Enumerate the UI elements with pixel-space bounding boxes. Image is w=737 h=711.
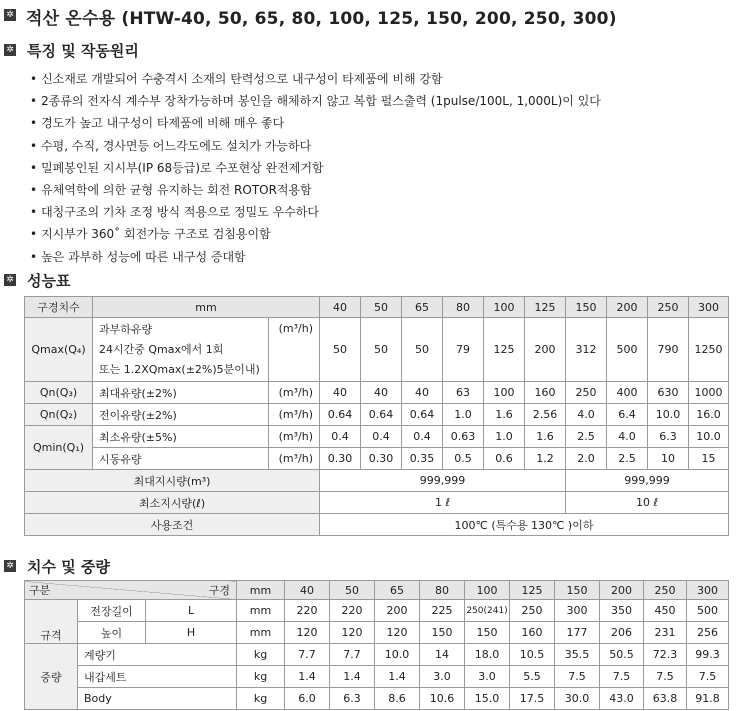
perf-cell: 500	[607, 318, 648, 382]
qn3-description: 최대유량(±2%)	[93, 382, 269, 404]
dim-header-left: 구분	[29, 584, 51, 597]
perf-cell: 2.5	[566, 426, 607, 448]
dim-cell: 150	[465, 622, 510, 644]
section-mark-icon: ✲	[4, 274, 16, 286]
perf-cell: 0.63	[443, 426, 484, 448]
perf-cell: 630	[648, 382, 689, 404]
dim-cell: 500	[687, 600, 729, 622]
perf-cell: 0.4	[320, 426, 361, 448]
dim-cell: 231	[644, 622, 687, 644]
dim-header-size: 65	[375, 581, 420, 600]
dim-header-size: 300	[687, 581, 729, 600]
perf-cell: 1.2	[525, 448, 566, 470]
perf-cell: 125	[484, 318, 525, 382]
perf-row-qmin	[25, 426, 729, 448]
perf-row-start	[25, 448, 729, 470]
perf-cell: 10	[648, 448, 689, 470]
feature-item: • 높은 과부하 성능에 따른 내구성 증대함	[30, 246, 601, 268]
dim-cell: 43.0	[600, 688, 644, 710]
dim-cell: 7.7	[285, 644, 330, 666]
perf-header-size: 100	[484, 297, 525, 318]
dim-cell: 250	[510, 600, 555, 622]
feature-item: • 밀폐봉인된 지시부(IP 68등급)로 수포현상 완전제거함	[30, 157, 601, 179]
perf-cell: 312	[566, 318, 607, 382]
dim-header-size: 40	[285, 581, 330, 600]
dim-cell: 225	[420, 600, 465, 622]
start-description: 시동유량	[93, 448, 269, 470]
perf-header-size: 150	[566, 297, 607, 318]
perf-row-conditions	[25, 514, 729, 536]
dim-cell: 18.0	[465, 644, 510, 666]
dim-cell: 7.5	[555, 666, 600, 688]
dim-row-unit: mm	[237, 622, 285, 644]
qmin-label: Qmin(Q₁)	[25, 426, 93, 470]
dim-header-row	[25, 581, 729, 600]
perf-cell: 0.4	[402, 426, 443, 448]
qmax-description	[93, 318, 269, 382]
dim-cell: 17.5	[510, 688, 555, 710]
perf-cell: 63	[443, 382, 484, 404]
feature-item: • 2종류의 전자식 계수부 장착가능하며 봉인을 해체하지 않고 복합 펄스출력 (1pulse/100L, 1,000L)이 있다	[30, 90, 601, 112]
perf-cell: 50	[402, 318, 443, 382]
dim-cell: 1.4	[285, 666, 330, 688]
perf-cell: 4.0	[607, 426, 648, 448]
dim-cell: 7.5	[687, 666, 729, 688]
dim-row-name: 높이	[78, 622, 146, 644]
perf-cell: 200	[525, 318, 566, 382]
perf-cell: 250	[566, 382, 607, 404]
dim-cell: 250(241)	[465, 600, 510, 622]
perf-cell: 2.5	[607, 448, 648, 470]
perf-header-size: 80	[443, 297, 484, 318]
perf-cell: 6.3	[648, 426, 689, 448]
perf-cell: 0.64	[320, 404, 361, 426]
group-weight-label: 중량	[25, 644, 78, 710]
perf-header-row	[25, 297, 729, 318]
perf-cell: 10.0	[689, 426, 729, 448]
perf-cell: 1.6	[484, 404, 525, 426]
dim-cell: 120	[330, 622, 375, 644]
dim-header-diagonal	[25, 581, 237, 600]
perf-cell: 2.0	[566, 448, 607, 470]
perf-cell: 1.0	[443, 404, 484, 426]
features-list	[30, 68, 601, 268]
perf-cell: 1000	[689, 382, 729, 404]
max-indication-a: 999,999	[320, 470, 566, 492]
dim-cell: 6.3	[330, 688, 375, 710]
dim-header-size: 100	[465, 581, 510, 600]
perf-header-unit: mm	[93, 297, 320, 318]
perf-header-size: 250	[648, 297, 689, 318]
dim-cell: 120	[375, 622, 420, 644]
dim-cell: 10.6	[420, 688, 465, 710]
max-indication-label: 최대지시량(m³)	[25, 470, 320, 492]
feature-item: • 지시부가 360˚ 회전가능 구조로 검침용이함	[30, 223, 601, 245]
dim-cell: 8.6	[375, 688, 420, 710]
dim-cell: 206	[600, 622, 644, 644]
dim-row-height	[25, 622, 729, 644]
perf-row-qn3	[25, 382, 729, 404]
dim-cell: 200	[375, 600, 420, 622]
dim-row-meter-weight	[25, 644, 729, 666]
perf-cell: 50	[320, 318, 361, 382]
dim-cell: 1.4	[375, 666, 420, 688]
dim-cell: 120	[285, 622, 330, 644]
conditions-value: 100℃ (특수용 130℃ )이하	[320, 514, 729, 536]
perf-cell: 40	[361, 382, 402, 404]
qmax-unit: (m³/h)	[269, 318, 320, 382]
dim-row-unit: kg	[237, 688, 285, 710]
dim-row-symbol: H	[146, 622, 237, 644]
dim-row-unit: kg	[237, 666, 285, 688]
qn2-description: 전이유량(±2%)	[93, 404, 269, 426]
dim-cell: 160	[510, 622, 555, 644]
dim-row-inner-set-weight	[25, 666, 729, 688]
dim-cell: 7.5	[644, 666, 687, 688]
dim-cell: 6.0	[285, 688, 330, 710]
qn2-unit: (m³/h)	[269, 404, 320, 426]
group-spec-label: 규격	[25, 600, 78, 644]
dim-cell: 7.5	[600, 666, 644, 688]
dim-cell: 30.0	[555, 688, 600, 710]
perf-cell: 0.35	[402, 448, 443, 470]
perf-row-max-indication	[25, 470, 729, 492]
qn3-unit: (m³/h)	[269, 382, 320, 404]
qmax-desc-line: 24시간중 Qmax에서 1회	[99, 342, 224, 356]
dim-cell: 177	[555, 622, 600, 644]
feature-item: • 유체역학에 의한 균형 유지하는 회전 ROTOR적용함	[30, 179, 601, 201]
qn2-label: Qn(Q₂)	[25, 404, 93, 426]
performance-table	[24, 296, 729, 536]
dim-cell: 3.0	[465, 666, 510, 688]
dim-cell: 10.0	[375, 644, 420, 666]
perf-cell: 100	[484, 382, 525, 404]
dim-row-name: 계량기	[78, 644, 237, 666]
dim-header-size: 80	[420, 581, 465, 600]
feature-item: • 경도가 높고 내구성이 타제품에 비해 매우 좋다	[30, 112, 601, 134]
dim-cell: 14	[420, 644, 465, 666]
qmin-unit: (m³/h)	[269, 426, 320, 448]
conditions-label: 사용조건	[25, 514, 320, 536]
perf-cell: 1.0	[484, 426, 525, 448]
dim-row-unit: mm	[237, 600, 285, 622]
feature-item: • 대칭구조의 기차 조정 방식 적용으로 정밀도 우수하다	[30, 201, 601, 223]
perf-cell: 40	[320, 382, 361, 404]
perf-cell: 6.4	[607, 404, 648, 426]
perf-cell: 0.5	[443, 448, 484, 470]
dimensions-table	[24, 580, 729, 710]
perf-row-qmax	[25, 318, 729, 382]
perf-cell: 160	[525, 382, 566, 404]
perf-cell: 1250	[689, 318, 729, 382]
perf-header-size: 65	[402, 297, 443, 318]
section-mark-icon: ✲	[4, 9, 16, 21]
dim-cell: 72.3	[644, 644, 687, 666]
dim-cell: 99.3	[687, 644, 729, 666]
dim-cell: 256	[687, 622, 729, 644]
perf-header-size: 200	[607, 297, 648, 318]
perf-cell: 0.30	[361, 448, 402, 470]
qmax-desc-line: 또는 1.2XQmax(±2%)5분이내)	[99, 362, 260, 376]
dim-header-size: 150	[555, 581, 600, 600]
dim-cell: 15.0	[465, 688, 510, 710]
section-mark-icon: ✲	[4, 560, 16, 572]
perf-cell: 0.4	[361, 426, 402, 448]
perf-header-size: 125	[525, 297, 566, 318]
perf-cell: 79	[443, 318, 484, 382]
section-mark-icon: ✲	[4, 44, 16, 56]
dim-cell: 91.8	[687, 688, 729, 710]
qn3-label: Qn(Q₃)	[25, 382, 93, 404]
min-indication-a: 1 ℓ	[320, 492, 566, 514]
perf-cell: 15	[689, 448, 729, 470]
perf-cell: 2.56	[525, 404, 566, 426]
dim-row-name: 내갑세트	[78, 666, 237, 688]
dim-header-size: 50	[330, 581, 375, 600]
perf-cell: 0.30	[320, 448, 361, 470]
perf-cell: 16.0	[689, 404, 729, 426]
dim-cell: 7.7	[330, 644, 375, 666]
dim-row-name: 전장길이	[78, 600, 146, 622]
perf-header-size: 300	[689, 297, 729, 318]
perf-cell: 790	[648, 318, 689, 382]
perf-row-qn2	[25, 404, 729, 426]
perf-header-size: 50	[361, 297, 402, 318]
dim-cell: 220	[330, 600, 375, 622]
dim-header-size: 250	[644, 581, 687, 600]
dim-row-length	[25, 600, 729, 622]
perf-cell: 0.64	[402, 404, 443, 426]
dim-cell: 1.4	[330, 666, 375, 688]
perf-cell: 1.6	[525, 426, 566, 448]
perf-cell: 0.64	[361, 404, 402, 426]
start-unit: (m³/h)	[269, 448, 320, 470]
performance-heading: 성능표	[27, 272, 71, 290]
dim-cell: 220	[285, 600, 330, 622]
perf-row-min-indication	[25, 492, 729, 514]
dim-row-name: Body	[78, 688, 237, 710]
dimensions-heading: 치수 및 중량	[27, 558, 110, 576]
dim-header-unit: mm	[237, 581, 285, 600]
perf-cell: 400	[607, 382, 648, 404]
qmax-label: Qmax(Q₄)	[25, 318, 93, 382]
dim-header-size: 200	[600, 581, 644, 600]
perf-cell: 4.0	[566, 404, 607, 426]
qmax-desc-line: 과부하유량	[99, 322, 153, 336]
feature-item: • 신소재로 개발되어 수충격시 소재의 탄력성으로 내구성이 타제품에 비해 강함	[30, 68, 601, 90]
feature-item: • 수평, 수직, 경사면등 어느각도에도 설치가 가능하다	[30, 135, 601, 157]
dim-cell: 3.0	[420, 666, 465, 688]
dim-cell: 35.5	[555, 644, 600, 666]
dim-cell: 350	[600, 600, 644, 622]
dim-cell: 63.8	[644, 688, 687, 710]
dim-cell: 450	[644, 600, 687, 622]
dim-cell: 5.5	[510, 666, 555, 688]
perf-cell: 10.0	[648, 404, 689, 426]
dim-header-size: 125	[510, 581, 555, 600]
perf-header-size: 40	[320, 297, 361, 318]
dim-row-symbol: L	[146, 600, 237, 622]
min-indication-b: 10 ℓ	[566, 492, 729, 514]
dim-header-right: 구경	[208, 584, 231, 597]
perf-header-label: 구경치수	[25, 297, 93, 318]
max-indication-b: 999,999	[566, 470, 729, 492]
dim-row-unit: kg	[237, 644, 285, 666]
qmin-description: 최소유량(±5%)	[93, 426, 269, 448]
dim-cell: 300	[555, 600, 600, 622]
dim-row-body-weight	[25, 688, 729, 710]
dim-cell: 10.5	[510, 644, 555, 666]
dim-cell: 150	[420, 622, 465, 644]
page-title: 적산 온수용 (HTW-40, 50, 65, 80, 100, 125, 150, 200, 250, 300)	[26, 9, 617, 29]
min-indication-label: 최소지시량(ℓ)	[25, 492, 320, 514]
perf-cell: 40	[402, 382, 443, 404]
dim-cell: 50.5	[600, 644, 644, 666]
perf-cell: 50	[361, 318, 402, 382]
features-heading: 특징 및 작동원리	[27, 42, 139, 60]
perf-cell: 0.6	[484, 448, 525, 470]
